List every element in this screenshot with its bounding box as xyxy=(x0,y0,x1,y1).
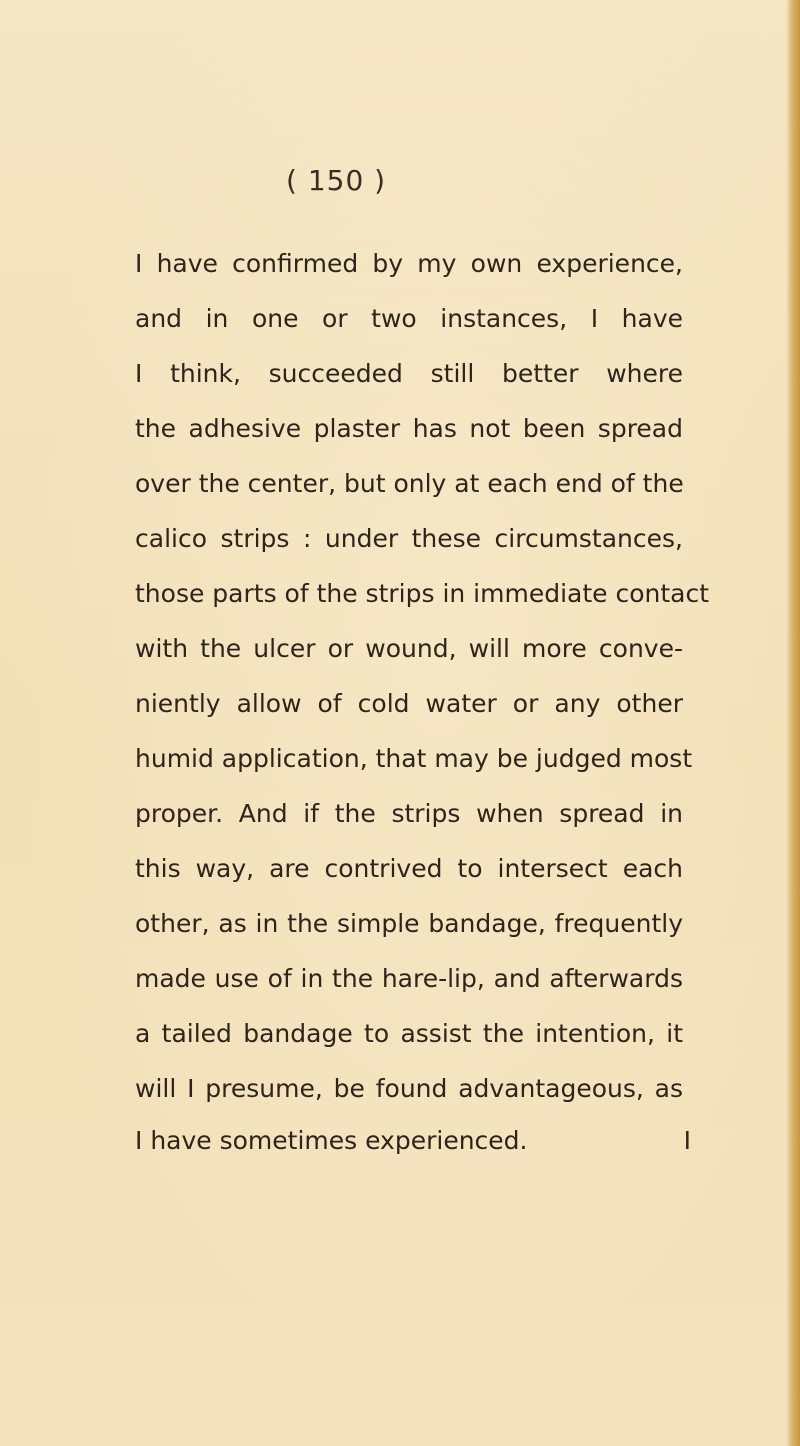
text-line: I think, succeeded still better where xyxy=(135,359,683,388)
text-line: proper. And if the strips when spread in xyxy=(135,799,683,828)
text-line: will I presume, be found advantageous, as xyxy=(135,1074,683,1103)
text-line: I have sometimes experienced. xyxy=(135,1126,528,1155)
text-line: a tailed bandage to assist the intention, it xyxy=(135,1019,683,1048)
page-number: ( 150 ) xyxy=(286,164,387,197)
text-line: the adhesive plaster has not been spread xyxy=(135,414,683,443)
text-line: humid application, that may be judged most xyxy=(135,744,693,773)
text-line: this way, are contrived to intersect each xyxy=(135,854,683,883)
text-line: made use of in the hare-lip, and afterwards xyxy=(135,964,683,993)
catchword: I xyxy=(683,1126,691,1155)
text-line: those parts of the strips in immediate contact xyxy=(135,579,710,608)
text-line: niently allow of cold water or any other xyxy=(135,689,683,718)
text-line: calico strips : under these circumstances, xyxy=(135,524,683,553)
text-line: other, as in the simple bandage, frequently xyxy=(135,909,683,938)
text-line: I have confirmed by my own experience, xyxy=(135,249,683,278)
text-line: and in one or two instances, I have xyxy=(135,304,683,333)
text-line: over the center, but only at each end of the xyxy=(135,469,684,498)
text-line: with the ulcer or wound, will more conve- xyxy=(135,634,683,663)
